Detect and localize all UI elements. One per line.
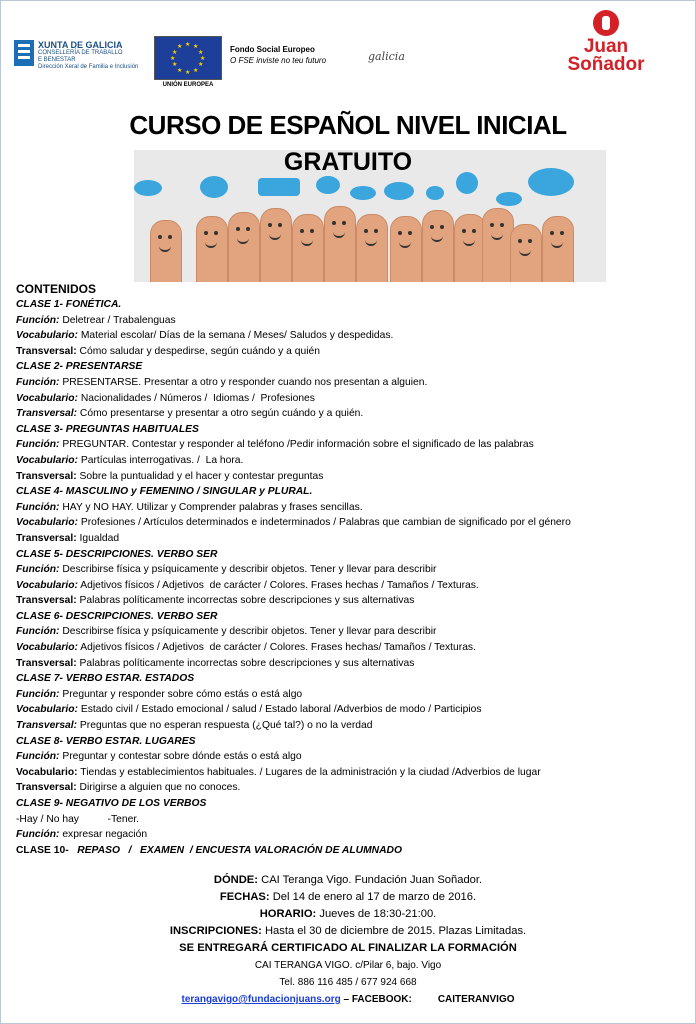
galicia-logo: galicia [368, 50, 405, 63]
xunta-line3: Dirección Xeral de Familia e Inclusión [38, 64, 139, 70]
class-heading [16, 484, 688, 500]
class-topics: REPASO / EXAMEN / ENCUESTA VALORACIÓN DE ALUMNADO [68, 844, 402, 856]
class-detail-line [16, 640, 688, 656]
detail-text: HAY y NO HAY. Utilizar y Comprender palabras y frases sencillas. [59, 501, 363, 513]
class-title: CLASE 7- VERBO ESTAR. ESTADOS [16, 673, 195, 685]
detail-label: Función: [16, 564, 60, 576]
detail-text: Nacionalidades / Números / Idiomas / Profesiones [77, 392, 315, 404]
dates-line [0, 889, 696, 906]
class-detail-line [16, 656, 688, 672]
detail-text: Describirse física y psíquicamente y describir objetos. Tener y llevar para describir [59, 564, 437, 576]
detail-label: Vocabulario: [16, 642, 78, 654]
address: CAI TERANGA VIGO. c/Pilar 6, bajo. Vigo [254, 960, 442, 971]
contact-line [0, 991, 696, 1008]
class-title: CLASE 4- MASCULINO y FEMENINO / SINGULAR y PLURAL. [16, 486, 313, 498]
detail-text: Palabras políticamente incorrectas sobre descripciones y sus alternativas [76, 657, 415, 669]
course-title: CURSO DE ESPAÑOL NIVEL INICIAL [129, 110, 567, 140]
class-detail-line [16, 624, 688, 640]
class-heading [16, 671, 688, 687]
class-detail-line [16, 687, 688, 703]
registration-value: Hasta el 30 de diciembre de 2015. Plazas Limitadas. [261, 925, 527, 937]
detail-label: Función: [16, 688, 60, 700]
eu-caption: UNIÓN EUROPEA [162, 82, 214, 88]
detail-text: Deletrear / Trabalenguas [59, 314, 176, 326]
juan-line1: Juan [583, 36, 629, 57]
detail-label: Vocabulario: [16, 392, 78, 404]
fse-title: Fondo Social Europeo [230, 45, 315, 54]
xunta-line1: CONSELLERÍA DE TRABALLO [38, 50, 123, 56]
eu-logo [154, 36, 222, 88]
detail-label: Vocabulario: [16, 454, 78, 466]
xunta-title: XUNTA DE GALICIA [38, 40, 123, 50]
detail-label: Vocabulario: [16, 330, 78, 342]
detail-label: Transversal: [16, 470, 77, 482]
detail-text: Sobre la puntualidad y el hacer y contestar preguntas [76, 470, 324, 482]
eu-flag-icon: ★ ★ ★ ★ ★ ★ ★ ★ ★ ★ ★ ★ [154, 36, 222, 80]
class-title: CLASE 3- PREGUNTAS HABITUALES [16, 423, 199, 435]
schedule-value: Jueves de 18:30-21:00. [316, 908, 437, 920]
detail-text: Tiendas y establecimientos habituales. / Lugares de la administración y la ciudad /Adverbios de lugar [77, 766, 541, 778]
detail-text: Describirse física y psíquicamente y describir objetos. Tener y llevar para describir [59, 626, 437, 638]
detail-label: Transversal: [16, 532, 77, 544]
class-detail-line [16, 593, 688, 609]
detail-label: Función: [16, 626, 60, 638]
dates-label: FECHAS: [219, 891, 270, 903]
detail-label: Transversal: [16, 595, 77, 607]
detail-label: Transversal: [16, 345, 77, 357]
dates-value: Del 14 de enero al 17 de marzo de 2016. [269, 891, 477, 903]
class-heading [16, 796, 688, 812]
class-detail-line [16, 780, 688, 796]
class-detail-line [16, 469, 688, 485]
juan-sonador-logo [566, 10, 646, 74]
class-detail-line [16, 406, 688, 422]
class-title: CLASE 6- DESCRIPCIONES. VERBO SER [16, 610, 218, 622]
class-detail-line [16, 437, 688, 453]
class-heading [16, 297, 688, 313]
registration-line [0, 923, 696, 940]
detail-text: Preguntas que no esperan respuesta (¿Qué tal?) o no la verdad [77, 720, 373, 732]
course-contents [16, 282, 688, 858]
detail-text: Igualdad [76, 532, 120, 544]
class-heading [16, 547, 688, 563]
location-value: CAI Teranga Vigo. Fundación Juan Soñador. [258, 874, 483, 886]
detail-label: Vocabulario: [16, 579, 78, 591]
detail-label: Función: [16, 314, 60, 326]
detail-label: Transversal: [16, 782, 77, 794]
class-detail-line [16, 578, 688, 594]
detail-text: Cómo saludar y despedirse, según cuándo y a quién [76, 345, 320, 357]
fse-subtitle: O FSE inviste no teu futuro [230, 56, 327, 65]
detail-label: Transversal: [16, 657, 77, 669]
detail-text: Preguntar y contestar sobre dónde estás o está algo [59, 751, 302, 763]
detail-label: Vocabulario: [16, 517, 78, 529]
class-detail-line [16, 375, 688, 391]
class-detail-line [16, 531, 688, 547]
class-detail-line [16, 827, 688, 843]
contents-heading: CONTENIDOS [16, 282, 97, 296]
class-detail-line [16, 313, 688, 329]
class-title: CLASE 1- FONÉTICA. [16, 299, 122, 310]
plain-line [16, 812, 688, 828]
class-detail-line [16, 515, 688, 531]
location-line [0, 872, 696, 889]
fse-logo [230, 44, 326, 66]
xunta-emblem-icon [14, 40, 34, 66]
class-title: CLASE 2- PRESENTARSE [16, 361, 143, 373]
schedule-label: HORARIO: [259, 908, 317, 920]
class-detail-line [16, 749, 688, 765]
class-heading [16, 359, 688, 375]
detail-text: Cómo presentarse y presentar a otro según cuándo y a quién. [77, 408, 364, 420]
detail-label: Función: [16, 376, 60, 388]
detail-text: Partículas interrogativas. / La hora. [77, 454, 244, 466]
schedule-line [0, 906, 696, 923]
detail-label: Función: [16, 439, 60, 451]
class-title: CLASE 10- [16, 844, 69, 856]
class-heading [16, 734, 688, 750]
detail-text: PRESENTARSE. Presentar a otro y responder cuando nos presentan a alguien. [59, 376, 428, 388]
detail-text: Estado civil / Estado emocional / salud / Estado laboral /Adverbios de modo / Participios [77, 704, 482, 716]
juan-sonador-icon [593, 10, 619, 36]
class-title: CLASE 5- DESCRIPCIONES. VERBO SER [16, 548, 218, 560]
class-title: CLASE 9- NEGATIVO DE LOS VERBOS [16, 798, 207, 809]
detail-label: Función: [16, 501, 60, 513]
class-detail-line [16, 328, 688, 344]
class-detail-line [16, 562, 688, 578]
detail-label: Transversal: [16, 408, 78, 420]
registration-label: INSCRIPCIONES: [169, 925, 262, 937]
detail-text: Palabras políticamente incorrectas sobre descripciones y sus alternativas [76, 595, 415, 607]
detail-text: Dirigirse a alguien que no conoces. [76, 782, 241, 794]
facebook-label: – FACEBOOK: [340, 994, 412, 1005]
xunta-logo [14, 40, 138, 71]
detail-text: PREGUNTAR. Contestar y responder al teléfono /Pedir información sobre el significado de las palabras [59, 439, 534, 451]
location-label: DÓNDE: [213, 874, 258, 886]
class-detail-line [16, 453, 688, 469]
facebook-name[interactable]: CAITERANVIGO [437, 994, 515, 1005]
class-title: CLASE 8- VERBO ESTAR. LUGARES [16, 735, 196, 747]
course-info [0, 872, 696, 1008]
class-detail-line [16, 344, 688, 360]
plain-text: -Hay / No hay -Tener. [16, 813, 140, 825]
class-detail-line [16, 702, 688, 718]
class-heading [16, 843, 688, 859]
phone: Tel. 886 116 485 / 677 924 668 [279, 977, 417, 988]
detail-label: Transversal: [16, 720, 78, 732]
xunta-line2: E BENESTAR [38, 57, 76, 63]
detail-text: expresar negación [59, 829, 148, 841]
email-link[interactable]: terangavigo@fundacionjuans.org [181, 994, 341, 1005]
detail-text: Profesiones / Artículos determinados e indeterminados / Palabras que cambian de significado por el género [77, 517, 571, 529]
detail-label: Función: [16, 751, 60, 763]
course-subtitle: GRATUITO [283, 148, 413, 176]
class-detail-line [16, 718, 688, 734]
class-detail-line [16, 500, 688, 516]
detail-text: Material escolar/ Días de la semana / Meses/ Saludos y despedidas. [77, 330, 394, 342]
detail-text: Preguntar y responder sobre cómo estás o está algo [59, 688, 303, 700]
class-detail-line [16, 391, 688, 407]
class-heading [16, 609, 688, 625]
detail-label: Función: [16, 829, 60, 841]
detail-label: Vocabulario: [16, 766, 78, 778]
detail-label: Vocabulario: [16, 704, 78, 716]
detail-text: Adjetivos físicos / Adjetivos de carácter / Colores. Frases hechas / Tamaños / Texturas. [77, 579, 479, 591]
class-heading [16, 422, 688, 438]
contents-list [16, 297, 688, 858]
certificate-notice: SE ENTREGARÁ CERTIFICADO AL FINALIZAR LA FORMACIÓN [179, 942, 517, 954]
juan-line2: Soñador [567, 54, 645, 75]
detail-text: Adjetivos físicos / Adjetivos de carácter / Colores. Frases hechas/ Tamaños / Texturas. [77, 642, 476, 654]
class-detail-line [16, 765, 688, 781]
